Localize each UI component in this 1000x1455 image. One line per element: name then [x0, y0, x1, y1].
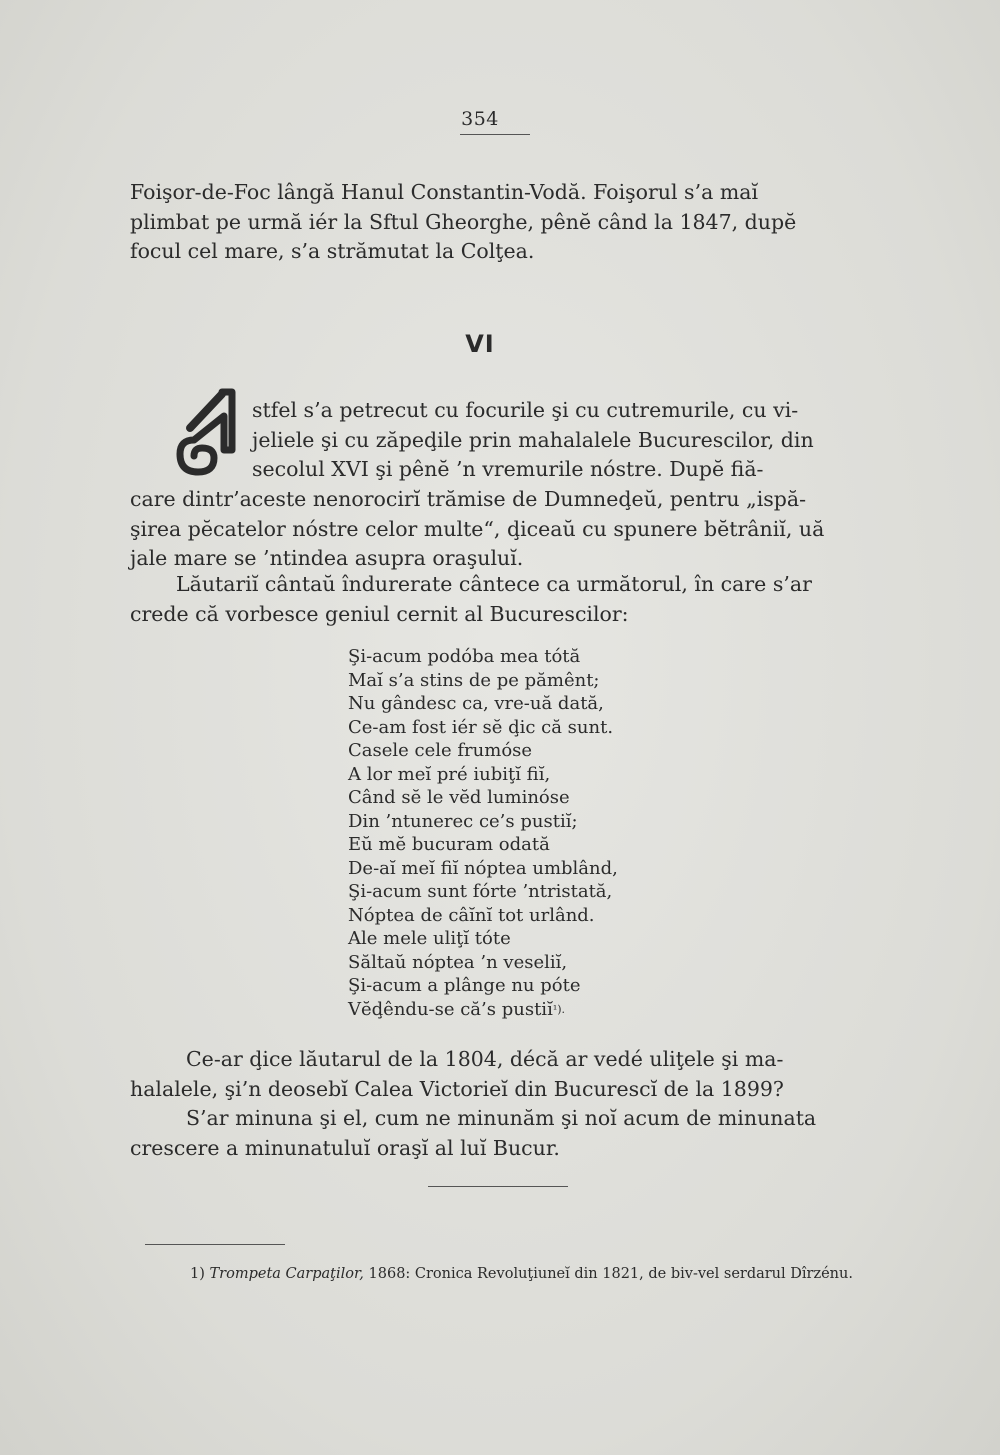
paragraph-line: care dintr’aceste nenorocirĭ trămise de Dumneḑeŭ, pentru „ispă- [130, 487, 807, 511]
paragraph-line: jale mare se ’ntindea asupra oraşuluĭ. [130, 546, 524, 570]
poem-line: Şi-acum sunt fórte ’ntristată, [348, 881, 613, 902]
footnote-marker: 1) [190, 1266, 205, 1282]
poem-line: Ale mele uliţĭ tóte [348, 928, 511, 949]
poem [348, 645, 648, 1021]
footnote-rule [145, 1244, 285, 1245]
paragraph-line: halalele, şi’n deosebĭ Calea Victorieĭ din Bucurescĭ de la 1899? [130, 1076, 784, 1101]
footnote-text: 1868: Cronica Revoluţiuneĭ din 1821, de biv-vel serdarul Dîrzénu. [363, 1266, 853, 1282]
poem-line: Şi-acum podóba mea tótă [348, 646, 581, 667]
paragraph-line: Ce-ar ḑice lăutarul de la 1804, décă ar vedé uliţele şi ma- [186, 1047, 784, 1071]
paragraph-vi-start [252, 396, 845, 485]
footnote-source: Trompeta Carpaţilor, [209, 1266, 364, 1282]
page-number: 354 [461, 108, 499, 130]
poem-line: Casele cele frumóse [348, 740, 533, 761]
poem-line: A lor meĭ pré iubiţĭ fiĭ, [348, 763, 551, 785]
poem-line: Nu gândesc ca, vre-uă dată, [348, 693, 604, 714]
paragraph-lautari [130, 570, 845, 629]
paragraph-continuation [130, 178, 845, 267]
poem-line: Din ’ntunerec ce’s pustiĭ; [348, 810, 578, 832]
footnote [190, 1266, 890, 1282]
poem-line: Şi-acum a plânge nu póte [348, 975, 581, 996]
paragraph-line: crede că vorbesce geniul cernit al Bucurescilor: [130, 601, 629, 626]
dropcap-letter-a [172, 388, 238, 480]
poem-line: Când sĕ le vĕd luminóse [348, 787, 570, 808]
poem-line: Nóptea de câĭnĭ tot urlând. [348, 904, 595, 926]
paragraph-line: plimbat pe urmă iér la Sftul Gheorghe, pênĕ când la 1847, dupĕ [130, 209, 797, 234]
section-end-rule [428, 1186, 568, 1187]
paragraph-line: stfel s’a petrecut cu focurile şi cu cutremurile, cu vi- [252, 398, 799, 422]
paragraph-final [130, 1045, 845, 1163]
poem-line: Săltaŭ nóptea ’n veseliĭ, [348, 951, 568, 973]
poem-line: Eŭ mĕ bucuram odată [348, 834, 550, 855]
poem-line: Maĭ s’a stins de pe pămênt; [348, 669, 600, 691]
paragraph-line: şirea pĕcatelor nóstre celor multe“, ḑiceaŭ cu spunere bĕtrâniĭ, uă [130, 516, 825, 541]
poem-line: Vĕḑêndu-se că’s pustiĭ¹). [348, 998, 566, 1020]
paragraph-line: Foişor-de-Foc lângă Hanul Constantin-Vodă. Foişorul s’a maĭ [130, 180, 759, 204]
section-heading: VI [465, 330, 495, 358]
paragraph-vi-continued [130, 485, 845, 574]
paragraph-line: S’ar minuna şi el, cum ne minunăm şi noĭ acum de minunata [186, 1106, 817, 1130]
paragraph-line: crescere a minunatuluĭ oraşĭ al luĭ Bucur. [130, 1135, 560, 1160]
paragraph-line: secolul XVI şi pênĕ ’n vremurile nóstre. Dupĕ fiă- [252, 457, 764, 481]
poem-line: Ce-am fost iér sĕ ḑic că sunt. [348, 716, 614, 738]
paragraph-line: jeliele şi cu zăpeḑile prin mahalalele Bucurescilor, din [252, 427, 814, 452]
poem-line: De-aĭ meĭ fiĭ nóptea umblând, [348, 857, 618, 879]
paragraph-line: Lăutariĭ cântaŭ îndurerate cântece ca următorul, în care s’ar [176, 572, 812, 596]
page-number-underline [460, 134, 530, 135]
paragraph-line: focul cel mare, s’a strămutat la Colţea. [130, 239, 535, 263]
footnote-reference: ¹). [552, 1002, 566, 1016]
